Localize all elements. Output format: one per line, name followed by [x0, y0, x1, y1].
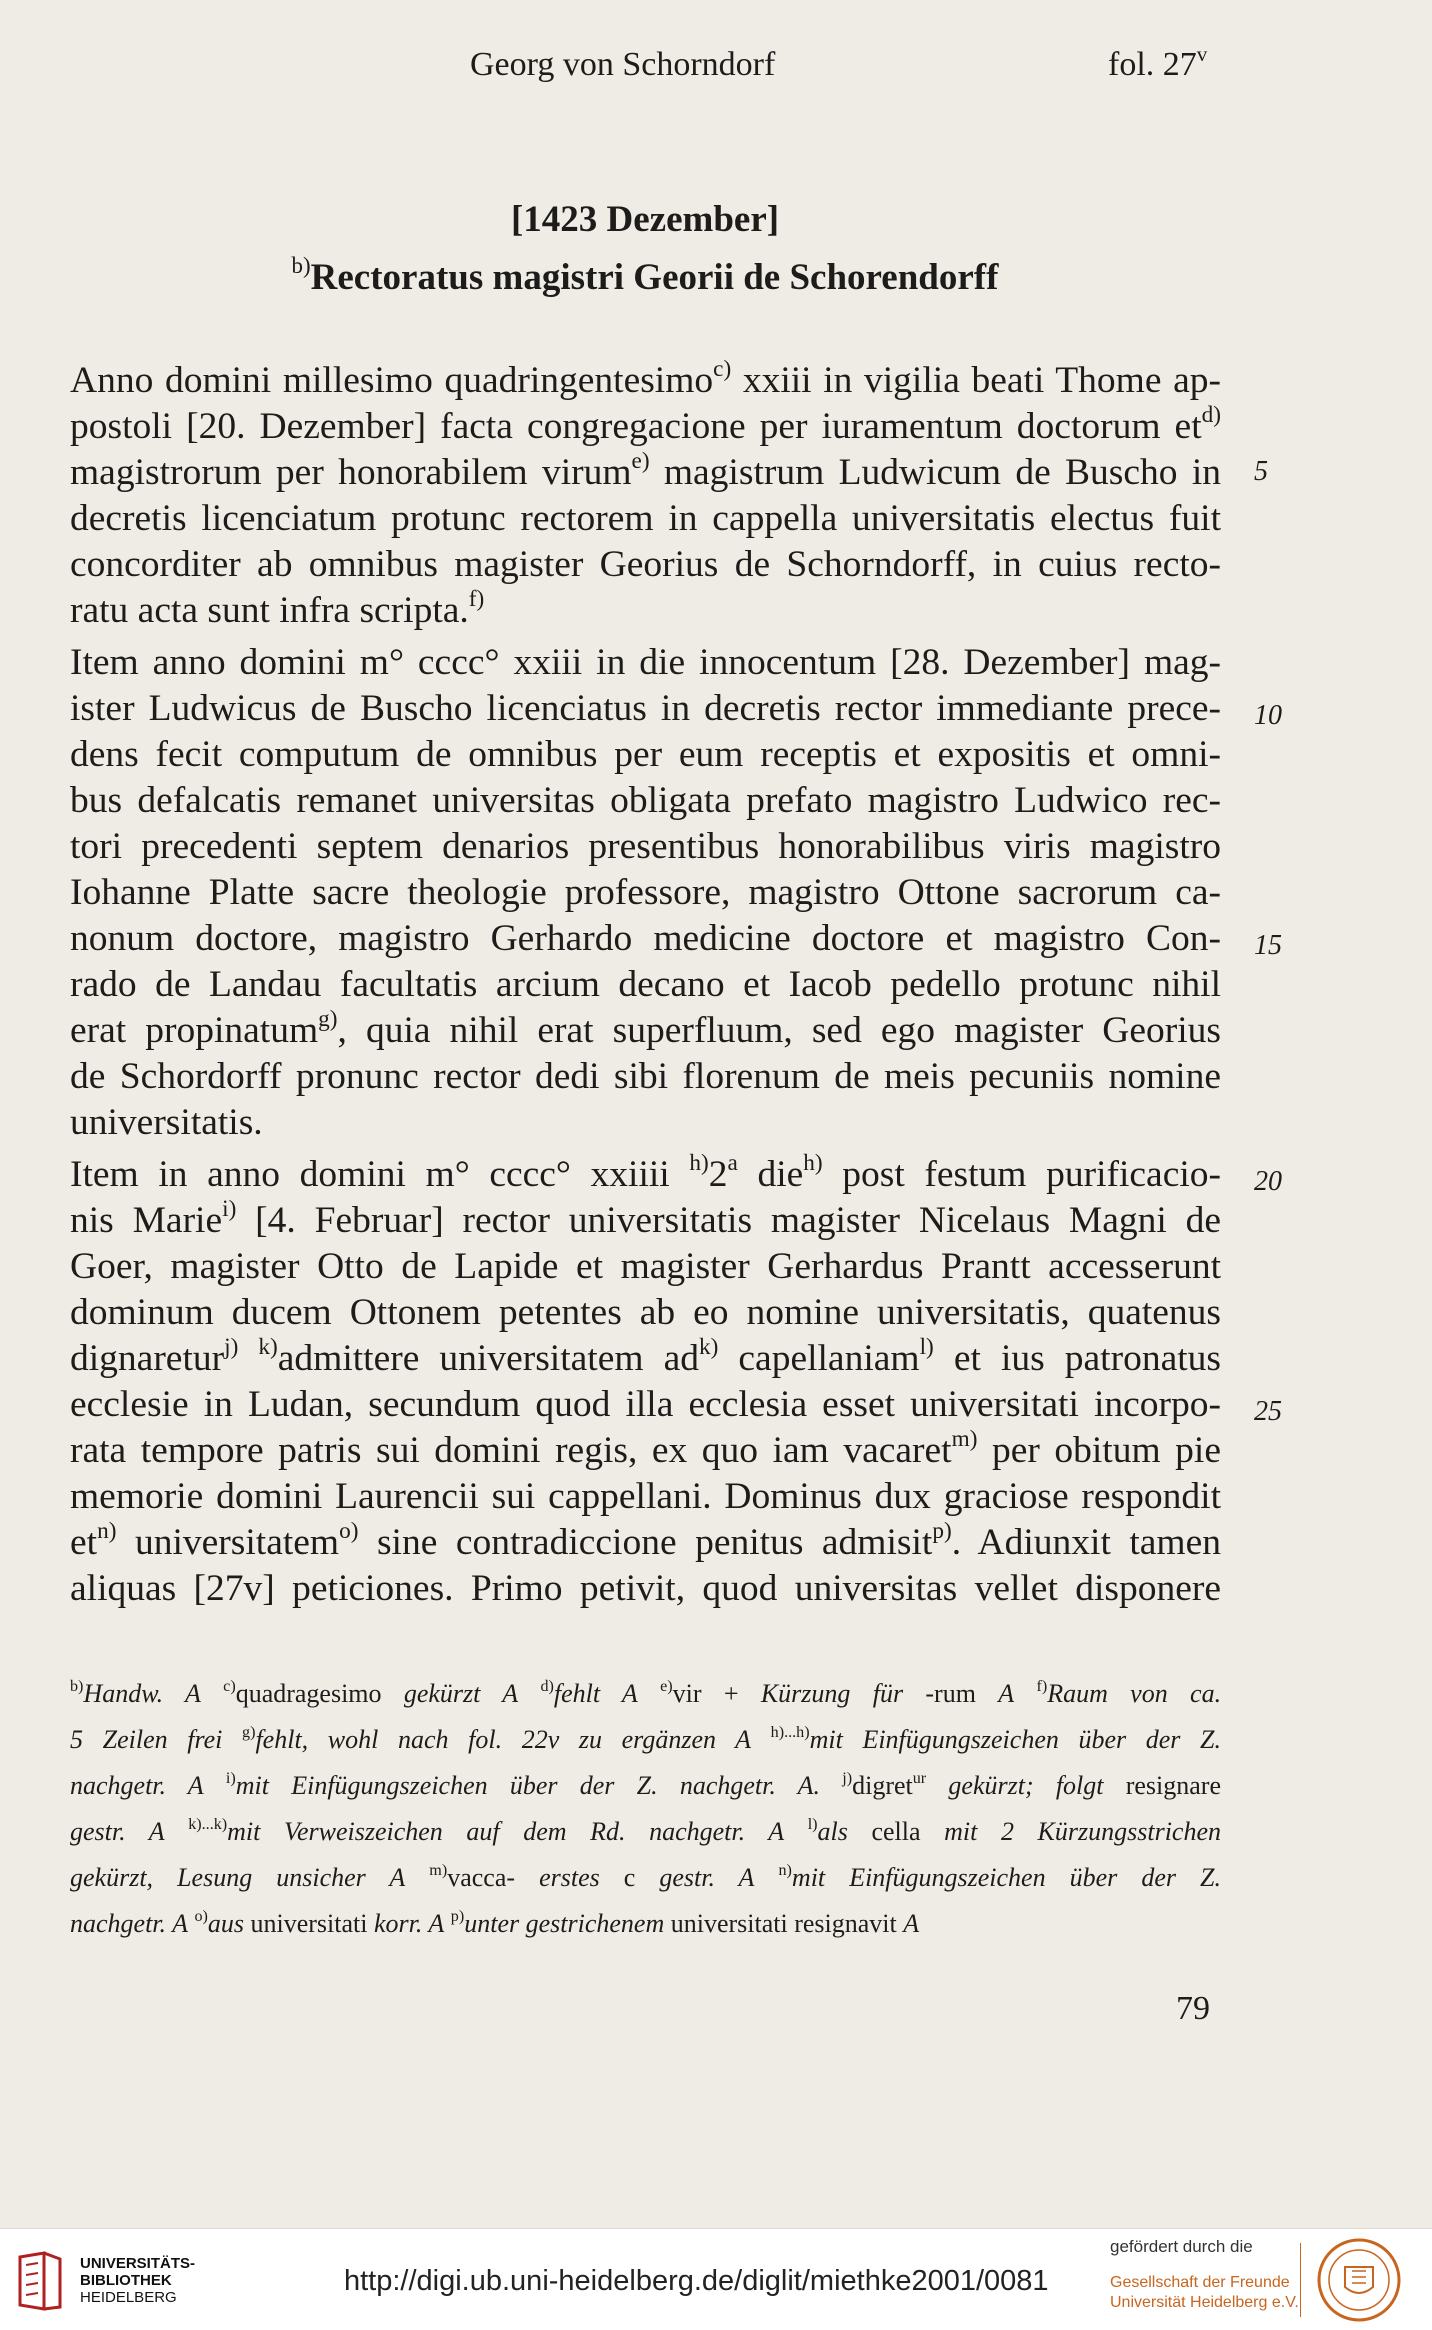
text-line: concorditer ab omnibus magister Georius de Schorndorff, in cuius recto-: [70, 544, 1221, 585]
text-line: decretis licenciatum protunc rectorem in cappella universitatis electus fuit: [70, 498, 1221, 539]
footer-divider: [1300, 2243, 1301, 2317]
text-line: universitatis.: [70, 1102, 263, 1143]
main-text: [70, 358, 1221, 1612]
text-line: Anno domini millesimo quadringentesimo$^{c)}$ xxiii in vigilia beati Thome ap-: [70, 358, 1221, 401]
text-line: tori precedenti septem denarios presentibus honorabilibus viris magistro: [70, 826, 1221, 867]
line-number: 15: [1254, 930, 1282, 961]
line-number: 5: [1254, 456, 1268, 487]
text-line: ecclesie in Ludan, secundum quod illa ecclesia esset universitati incorpo-: [70, 1384, 1221, 1425]
footnote-line: 5 Zeilen frei $^{g)}$fehlt, wohl nach fol. 22v zu ergänzen A $^{h)...h)}$mit Einfügungszeichen über der Z.: [70, 1723, 1221, 1754]
text-line: dominum ducem Ottonem petentes ab eo nomine universitatis, quatenus: [70, 1292, 1221, 1333]
text-line: Goer, magister Otto de Lapide et magister Gerhardus Prantt accesserunt: [70, 1246, 1221, 1287]
footnotes: [70, 1672, 1221, 1948]
text-line: de Schordorff pronunc rector dedi sibi florenum de meis pecuniis nomine: [70, 1056, 1221, 1097]
line-number: 25: [1254, 1396, 1282, 1427]
footnote-line: $^{b)}$Handw. A $^{c)}$quadragesimo gekürzt A $^{d)}$fehlt A $^{e)}$vir + Kürzung für -rum A $^{f)}$Raum von ca.: [70, 1677, 1221, 1708]
text-line: $et^{n)}$ universitatem$^{o)}$ sine contradiccione penitus admisit$^{p)}$. Adiunxit tamen: [70, 1520, 1221, 1563]
section-date: [1423 Dezember]: [510, 199, 780, 240]
text-line: rado de Landau facultatis arcium decano et Iacob pedello protunc nihil: [70, 964, 1221, 1005]
running-head-folio: fol. 27$^v$: [1108, 41, 1208, 83]
line-number: 10: [1254, 700, 1282, 731]
society-name: Gesellschaft der Freunde Universität Heidelberg e.V.: [1110, 2274, 1299, 2311]
text-line: nonum doctore, magistro Gerhardo medicine doctore et magistro Con-: [70, 918, 1221, 959]
text-line: ister Ludwicus de Buscho licenciatus in decretis rector immediante prece-: [70, 688, 1221, 729]
running-head-title: Georg von Schorndorf: [470, 46, 776, 83]
text-line: memorie domini Laurencii sui cappellani. Dominus dux graciose respondit: [70, 1476, 1221, 1517]
viewer-footer: [0, 2228, 1432, 2330]
page-number: 79: [1176, 1990, 1210, 2027]
text-line: ratu acta sunt infra scripta.$^{f)}$: [70, 588, 485, 631]
text-line: rata tempore patris sui domini regis, ex quo iam vacaret$^{m)}$ per obitum pie: [70, 1428, 1221, 1471]
permalink-url[interactable]: http://digi.ub.uni-heidelberg.de/diglit/miethke2001/0081: [344, 2265, 1049, 2297]
text-line: bus defalcatis remanet universitas obligata prefato magistro Ludwico rec-: [70, 780, 1221, 821]
text-line: Item anno domini m° cccc° xxiii in die innocentum [28. Dezember] mag-: [70, 642, 1221, 683]
text-line: postoli [20. Dezember] facta congregacione per iuramentum doctorum $et^{d)}$: [70, 404, 1221, 447]
text-line: magistrorum per honorabilem virum$^{e)}$ magistrum Ludwicum de Buscho in: [70, 450, 1221, 493]
text-line: nis Marie$^{i)}$ [4. Februar] rector universitatis magister Nicelaus Magni de: [70, 1198, 1221, 1241]
library-name: UNIVERSITÄTS- BIBLIOTHEK HEIDELBERG: [80, 2255, 196, 2306]
section-title: $^{b)}$Rectoratus magistri Georii de Schorendorff: [291, 253, 999, 298]
footnote-line: gestr. A $^{k)...k)}$mit Verweiszeichen auf dem Rd. nachgetr. A $^{l)}$als cella mit 2 Kürzungsstrichen: [70, 1815, 1221, 1846]
text-line: dens fecit computum de omnibus per eum receptis et expositis et omni-: [70, 734, 1221, 775]
text-line: Iohanne Platte sacre theologie professore, magistro Ottone sacrorum ca-: [70, 872, 1221, 913]
footnote-line: nachgetr. A $^{o)}$aus universitati korr. A $^{p)}$unter gestrichenem universitati resignavit A: [70, 1907, 920, 1938]
text-line: aliquas [27v] peticiones. Primo petivit, quod universitas vellet disponere: [70, 1568, 1221, 1609]
text-line: erat propinatum$^{g)}$, quia nihil erat superfluum, sed ego magister Georius: [70, 1008, 1221, 1051]
university-seal-icon: [1316, 2237, 1402, 2323]
footnote-line: nachgetr. A $^{i)}$mit Einfügungszeichen über der Z. nachgetr. A. $^{j)}$digret$^{ur}$ gekürzt; folgt resignare: [70, 1769, 1221, 1800]
line-number: 20: [1254, 1166, 1282, 1197]
text-line: Item in anno domini m° cccc° xxiiii $^{h)}$2$^a$ die$^{h)}$ post festum purificacio-: [70, 1152, 1221, 1195]
text-line: dignaretur$^{j)}$ $^{k)}$admittere universitatem $ad^{k)}$ capellaniam$^{l)}$ et ius patronatus: [70, 1336, 1221, 1379]
funded-by-label: gefördert durch die: [1110, 2237, 1253, 2256]
footnote-line: gekürzt, Lesung unsicher A $^{m)}$vacca- erstes c gestr. A $^{n)}$mit Einfügungszeichen über der Z.: [70, 1861, 1221, 1892]
university-library-logo-icon: [14, 2249, 66, 2313]
